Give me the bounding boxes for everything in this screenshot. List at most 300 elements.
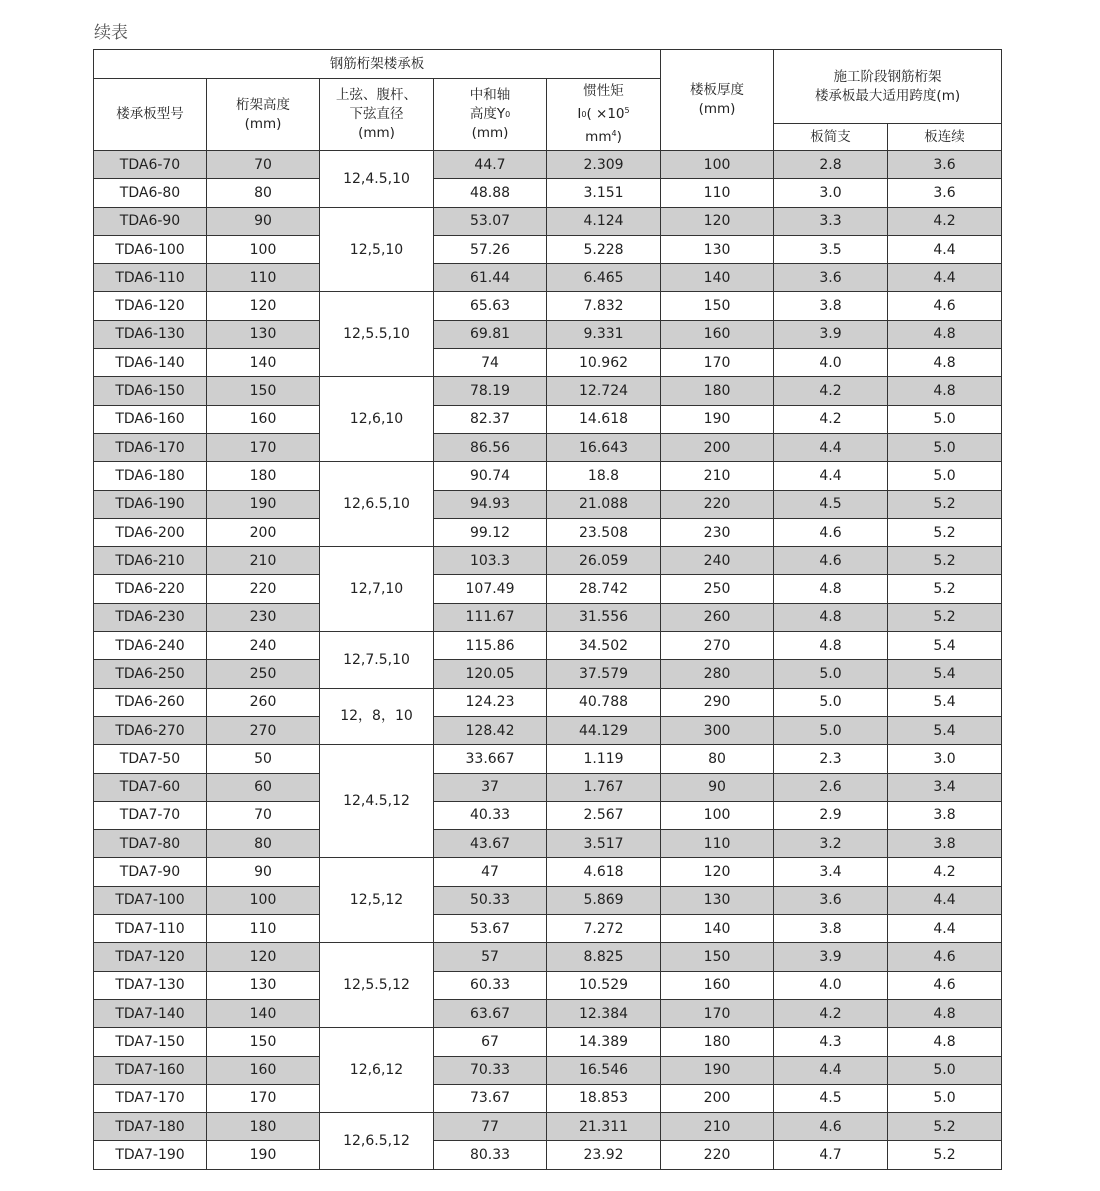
thickness-cell: 270	[661, 632, 774, 660]
thickness-cell: 170	[661, 349, 774, 377]
inertia-header	[547, 79, 661, 151]
model-cell: TDA7-110	[94, 915, 207, 943]
table-row	[94, 688, 1002, 716]
neutral-axis-line1: 中和轴	[469, 87, 511, 103]
continuous-span-cell: 4.8	[888, 999, 1002, 1027]
neutral-axis-cell: 128.42	[434, 716, 547, 744]
thickness-cell: 120	[661, 858, 774, 886]
thickness-cell: 260	[661, 603, 774, 631]
inertia-cell: 10.529	[547, 971, 661, 999]
table-row	[94, 575, 1002, 603]
simple-span-cell: 2.3	[774, 745, 888, 773]
simple-span-cell: 4.2	[774, 405, 888, 433]
inertia-cell: 6.465	[547, 264, 661, 292]
neutral-axis-cell: 44.7	[434, 151, 547, 179]
inertia-cell: 16.546	[547, 1056, 661, 1084]
truss-height-cell: 250	[207, 660, 320, 688]
inertia-cell: 21.311	[547, 1113, 661, 1141]
model-cell: TDA6-260	[94, 688, 207, 716]
table-row	[94, 830, 1002, 858]
truss-height-cell: 140	[207, 999, 320, 1027]
continuous-span-cell: 4.8	[888, 377, 1002, 405]
continuous-span-cell: 4.8	[888, 320, 1002, 348]
thickness-cell: 160	[661, 971, 774, 999]
diameter-cell: 12,6.5,10	[320, 462, 434, 547]
continuous-span-cell: 4.8	[888, 349, 1002, 377]
diameter-cell: 12,5,10	[320, 207, 434, 292]
simple-span-cell: 4.8	[774, 632, 888, 660]
neutral-axis-cell: 63.67	[434, 999, 547, 1027]
inertia-cell: 4.124	[547, 207, 661, 235]
inertia-close: )	[616, 129, 622, 145]
simple-span-cell: 5.0	[774, 716, 888, 744]
neutral-axis-cell: 57	[434, 943, 547, 971]
continuous-span-cell: 5.2	[888, 603, 1002, 631]
continuous-span-cell: 5.4	[888, 688, 1002, 716]
continuous-header: 板连续	[888, 124, 1002, 151]
inertia-unit: mm	[585, 129, 612, 145]
truss-height-unit: (mm)	[244, 115, 282, 132]
model-cell: TDA6-270	[94, 716, 207, 744]
neutral-axis-cell: 69.81	[434, 320, 547, 348]
simple-span-cell: 4.4	[774, 462, 888, 490]
table-row	[94, 207, 1002, 235]
table-row	[94, 1113, 1002, 1141]
diameter-cell: 12,6.5,12	[320, 1113, 434, 1170]
truss-height-cell: 160	[207, 1056, 320, 1084]
continuous-span-cell: 5.4	[888, 660, 1002, 688]
inertia-cell: 40.788	[547, 688, 661, 716]
inertia-unit-exponent: 4	[611, 129, 617, 138]
neutral-axis-cell: 60.33	[434, 971, 547, 999]
truss-height-cell: 200	[207, 518, 320, 546]
neutral-axis-cell: 43.67	[434, 830, 547, 858]
neutral-axis-cell: 111.67	[434, 603, 547, 631]
table-row	[94, 801, 1002, 829]
truss-height-cell: 190	[207, 490, 320, 518]
table-row	[94, 547, 1002, 575]
thickness-cell: 130	[661, 886, 774, 914]
thickness-cell: 250	[661, 575, 774, 603]
neutral-axis-cell: 74	[434, 349, 547, 377]
neutral-axis-cell: 103.3	[434, 547, 547, 575]
inertia-cell: 23.508	[547, 518, 661, 546]
truss-height-cell: 130	[207, 971, 320, 999]
inertia-cell: 8.825	[547, 943, 661, 971]
continuous-span-cell: 5.2	[888, 518, 1002, 546]
truss-height-cell: 180	[207, 462, 320, 490]
continuous-span-cell: 4.4	[888, 915, 1002, 943]
model-cell: TDA6-210	[94, 547, 207, 575]
continuous-span-cell: 5.0	[888, 1084, 1002, 1112]
inertia-cell: 7.272	[547, 915, 661, 943]
continuous-span-cell: 4.4	[888, 235, 1002, 263]
table-row	[94, 405, 1002, 433]
table-row	[94, 745, 1002, 773]
simple-span-cell: 3.6	[774, 886, 888, 914]
neutral-axis-cell: 115.86	[434, 632, 547, 660]
model-cell: TDA6-170	[94, 433, 207, 461]
truss-height-cell: 170	[207, 1084, 320, 1112]
truss-height-cell: 100	[207, 886, 320, 914]
inertia-cell: 21.088	[547, 490, 661, 518]
simple-span-cell: 3.3	[774, 207, 888, 235]
inertia-cell: 5.869	[547, 886, 661, 914]
truss-height-cell: 160	[207, 405, 320, 433]
simple-span-cell: 3.5	[774, 235, 888, 263]
continuous-span-cell: 4.6	[888, 943, 1002, 971]
table-body	[94, 151, 1002, 1170]
model-cell: TDA6-250	[94, 660, 207, 688]
truss-height-cell: 260	[207, 688, 320, 716]
inertia-cell: 14.389	[547, 1028, 661, 1056]
table-row	[94, 264, 1002, 292]
truss-height-cell: 50	[207, 745, 320, 773]
simple-span-cell: 3.6	[774, 264, 888, 292]
model-cell: TDA6-100	[94, 235, 207, 263]
table-row	[94, 716, 1002, 744]
continuous-span-cell: 4.2	[888, 858, 1002, 886]
model-cell: TDA7-170	[94, 1084, 207, 1112]
truss-height-cell: 60	[207, 773, 320, 801]
model-cell: TDA6-110	[94, 264, 207, 292]
simple-span-cell: 2.9	[774, 801, 888, 829]
table-row	[94, 320, 1002, 348]
table-row	[94, 377, 1002, 405]
neutral-axis-cell: 107.49	[434, 575, 547, 603]
simple-span-cell: 4.7	[774, 1141, 888, 1169]
thickness-cell: 220	[661, 490, 774, 518]
inertia-cell: 3.151	[547, 179, 661, 207]
model-cell: TDA7-70	[94, 801, 207, 829]
truss-height-cell: 120	[207, 292, 320, 320]
model-cell: TDA6-180	[94, 462, 207, 490]
simple-span-cell: 2.6	[774, 773, 888, 801]
thickness-unit: (mm)	[698, 101, 736, 117]
continuous-span-cell: 4.4	[888, 264, 1002, 292]
thickness-cell: 100	[661, 801, 774, 829]
truss-height-header	[207, 79, 320, 151]
truss-height-cell: 270	[207, 716, 320, 744]
continuous-span-cell: 3.8	[888, 830, 1002, 858]
inertia-exponent: 5	[624, 106, 630, 115]
simple-span-cell: 4.4	[774, 433, 888, 461]
inertia-line2	[547, 101, 660, 124]
simple-span-cell: 3.9	[774, 943, 888, 971]
truss-height-cell: 150	[207, 1028, 320, 1056]
model-header: 楼承板型号	[94, 79, 207, 151]
simple-span-cell: 5.0	[774, 688, 888, 716]
neutral-axis-cell: 50.33	[434, 886, 547, 914]
table-row	[94, 462, 1002, 490]
inertia-cell: 44.129	[547, 716, 661, 744]
model-cell: TDA7-100	[94, 886, 207, 914]
truss-height-cell: 190	[207, 1141, 320, 1169]
neutral-axis-cell: 70.33	[434, 1056, 547, 1084]
neutral-axis-cell: 86.56	[434, 433, 547, 461]
thickness-cell: 280	[661, 660, 774, 688]
simple-span-cell: 4.2	[774, 999, 888, 1027]
simple-span-cell: 3.0	[774, 179, 888, 207]
simple-span-cell: 4.5	[774, 1084, 888, 1112]
continuous-span-cell: 5.2	[888, 575, 1002, 603]
model-cell: TDA6-150	[94, 377, 207, 405]
diameter-cell: 12,4.5,12	[320, 745, 434, 858]
table-row	[94, 915, 1002, 943]
thickness-cell: 140	[661, 915, 774, 943]
thickness-label: 楼板厚度	[690, 82, 745, 98]
truss-height-cell: 120	[207, 943, 320, 971]
inertia-line1: 惯性矩	[583, 83, 624, 99]
table-row	[94, 1028, 1002, 1056]
model-cell: TDA6-230	[94, 603, 207, 631]
thickness-cell: 150	[661, 943, 774, 971]
table-row	[94, 999, 1002, 1027]
neutral-axis-unit: (mm)	[471, 125, 509, 141]
truss-height-cell: 110	[207, 264, 320, 292]
continuous-span-cell: 4.8	[888, 1028, 1002, 1056]
diameter-line2: 下弦直径	[349, 106, 404, 122]
span-header	[774, 50, 1002, 124]
simple-span-cell: 3.4	[774, 858, 888, 886]
truss-height-cell: 70	[207, 801, 320, 829]
diameter-cell: 12,7,10	[320, 547, 434, 632]
continuous-span-cell: 3.6	[888, 179, 1002, 207]
thickness-cell: 180	[661, 377, 774, 405]
span-table	[93, 49, 1002, 1170]
inertia-cell: 14.618	[547, 405, 661, 433]
table-row	[94, 433, 1002, 461]
simple-span-cell: 4.2	[774, 377, 888, 405]
model-cell: TDA7-140	[94, 999, 207, 1027]
continuous-span-cell: 4.2	[888, 207, 1002, 235]
model-cell: TDA7-120	[94, 943, 207, 971]
neutral-axis-cell: 90.74	[434, 462, 547, 490]
diameter-line1: 上弦、腹杆、	[336, 87, 417, 103]
inertia-cell: 5.228	[547, 235, 661, 263]
continuous-span-cell: 5.2	[888, 1113, 1002, 1141]
thickness-cell: 110	[661, 830, 774, 858]
continuous-span-cell: 5.0	[888, 462, 1002, 490]
neutral-axis-cell: 80.33	[434, 1141, 547, 1169]
thickness-cell: 80	[661, 745, 774, 773]
thickness-cell: 130	[661, 235, 774, 263]
inertia-cell: 2.309	[547, 151, 661, 179]
inertia-symbol: I	[577, 106, 582, 122]
truss-height-cell: 140	[207, 349, 320, 377]
model-cell: TDA7-150	[94, 1028, 207, 1056]
model-cell: TDA7-80	[94, 830, 207, 858]
truss-height-cell: 90	[207, 207, 320, 235]
inertia-cell: 7.832	[547, 292, 661, 320]
truss-group-header: 钢筋桁架楼承板	[94, 50, 661, 79]
table-row	[94, 1141, 1002, 1169]
thickness-cell: 240	[661, 547, 774, 575]
neutral-axis-cell: 47	[434, 858, 547, 886]
table-row	[94, 660, 1002, 688]
simple-span-cell: 4.0	[774, 971, 888, 999]
inertia-cell: 23.92	[547, 1141, 661, 1169]
inertia-cell: 34.502	[547, 632, 661, 660]
continuous-span-cell: 5.2	[888, 490, 1002, 518]
thickness-cell: 300	[661, 716, 774, 744]
simple-span-cell: 4.6	[774, 518, 888, 546]
neutral-axis-cell: 99.12	[434, 518, 547, 546]
thickness-cell: 210	[661, 462, 774, 490]
thickness-cell: 190	[661, 1056, 774, 1084]
neutral-axis-line2	[434, 105, 546, 124]
model-cell: TDA6-160	[94, 405, 207, 433]
simple-span-cell: 4.6	[774, 1113, 888, 1141]
table-row	[94, 292, 1002, 320]
table-row	[94, 886, 1002, 914]
continuous-span-cell: 5.2	[888, 547, 1002, 575]
table-row	[94, 518, 1002, 546]
continuous-span-cell: 4.6	[888, 292, 1002, 320]
neutral-axis-symbol: 高度Y	[469, 106, 506, 122]
model-cell: TDA6-70	[94, 151, 207, 179]
table-row	[94, 858, 1002, 886]
model-cell: TDA7-160	[94, 1056, 207, 1084]
thickness-header	[661, 50, 774, 151]
table-row	[94, 349, 1002, 377]
thickness-cell: 110	[661, 179, 774, 207]
diameter-cell: 12,5.5,10	[320, 292, 434, 377]
truss-height-cell: 180	[207, 1113, 320, 1141]
model-cell: TDA6-200	[94, 518, 207, 546]
thickness-cell: 180	[661, 1028, 774, 1056]
continuous-span-cell: 3.0	[888, 745, 1002, 773]
neutral-axis-cell: 73.67	[434, 1084, 547, 1112]
thickness-cell: 170	[661, 999, 774, 1027]
diameter-unit: (mm)	[358, 125, 395, 141]
diameter-cell: 12,6,10	[320, 377, 434, 462]
thickness-cell: 200	[661, 1084, 774, 1112]
inertia-cell: 1.119	[547, 745, 661, 773]
continuous-span-cell: 5.2	[888, 1141, 1002, 1169]
diameter-cell: 12,6,12	[320, 1028, 434, 1113]
truss-height-cell: 90	[207, 858, 320, 886]
table-header	[94, 50, 1002, 151]
truss-height-cell: 70	[207, 151, 320, 179]
thickness-cell: 210	[661, 1113, 774, 1141]
inertia-cell: 26.059	[547, 547, 661, 575]
simple-span-cell: 4.4	[774, 1056, 888, 1084]
inertia-cell: 2.567	[547, 801, 661, 829]
thickness-cell: 90	[661, 773, 774, 801]
inertia-cell: 16.643	[547, 433, 661, 461]
diameter-cell: 12，8，10	[320, 688, 434, 745]
diameter-cell: 12,7.5,10	[320, 632, 434, 689]
simple-span-cell: 5.0	[774, 660, 888, 688]
continuous-span-cell: 3.8	[888, 801, 1002, 829]
simple-span-cell: 4.0	[774, 349, 888, 377]
inertia-factor: ( ×10	[586, 106, 625, 122]
truss-height-cell: 130	[207, 320, 320, 348]
model-cell: TDA6-120	[94, 292, 207, 320]
thickness-cell: 220	[661, 1141, 774, 1169]
continuous-span-cell: 5.4	[888, 632, 1002, 660]
inertia-cell: 4.618	[547, 858, 661, 886]
diameter-cell: 12,5.5,12	[320, 943, 434, 1028]
simple-span-cell: 3.8	[774, 915, 888, 943]
thickness-cell: 230	[661, 518, 774, 546]
thickness-cell: 100	[661, 151, 774, 179]
model-cell: TDA6-220	[94, 575, 207, 603]
neutral-axis-cell: 94.93	[434, 490, 547, 518]
simple-span-cell: 3.8	[774, 292, 888, 320]
model-cell: TDA7-50	[94, 745, 207, 773]
continuous-span-cell: 5.0	[888, 433, 1002, 461]
neutral-axis-cell: 53.07	[434, 207, 547, 235]
truss-height-label: 桁架高度	[236, 96, 290, 113]
thickness-cell: 160	[661, 320, 774, 348]
continuous-span-cell: 5.4	[888, 716, 1002, 744]
neutral-axis-cell: 77	[434, 1113, 547, 1141]
inertia-cell: 9.331	[547, 320, 661, 348]
simple-span-cell: 3.2	[774, 830, 888, 858]
page-title: 续表	[94, 23, 128, 43]
simple-support-header: 板简支	[774, 124, 888, 151]
continuous-span-cell: 4.6	[888, 971, 1002, 999]
truss-height-cell: 230	[207, 603, 320, 631]
table-row	[94, 490, 1002, 518]
inertia-cell: 31.556	[547, 603, 661, 631]
thickness-cell: 190	[661, 405, 774, 433]
table-row	[94, 179, 1002, 207]
inertia-cell: 10.962	[547, 349, 661, 377]
simple-span-cell: 3.9	[774, 320, 888, 348]
neutral-axis-cell: 57.26	[434, 235, 547, 263]
diameter-cell: 12,5,12	[320, 858, 434, 943]
truss-height-cell: 210	[207, 547, 320, 575]
simple-span-cell: 4.8	[774, 575, 888, 603]
thickness-cell: 140	[661, 264, 774, 292]
thickness-cell: 120	[661, 207, 774, 235]
model-cell: TDA7-180	[94, 1113, 207, 1141]
neutral-axis-cell: 67	[434, 1028, 547, 1056]
diameter-header	[320, 79, 434, 151]
table-row	[94, 632, 1002, 660]
simple-span-cell: 2.8	[774, 151, 888, 179]
continuous-span-cell: 4.4	[888, 886, 1002, 914]
model-cell: TDA7-60	[94, 773, 207, 801]
neutral-axis-cell: 124.23	[434, 688, 547, 716]
neutral-axis-cell: 82.37	[434, 405, 547, 433]
inertia-cell: 28.742	[547, 575, 661, 603]
table-row	[94, 235, 1002, 263]
neutral-axis-cell: 65.63	[434, 292, 547, 320]
simple-span-cell: 4.3	[774, 1028, 888, 1056]
neutral-axis-cell: 78.19	[434, 377, 547, 405]
continuous-span-cell: 3.4	[888, 773, 1002, 801]
neutral-axis-cell: 53.67	[434, 915, 547, 943]
truss-height-cell: 150	[207, 377, 320, 405]
inertia-subscript: 0	[581, 110, 587, 119]
model-cell: TDA6-80	[94, 179, 207, 207]
truss-height-cell: 110	[207, 915, 320, 943]
model-cell: TDA6-240	[94, 632, 207, 660]
model-cell: TDA6-190	[94, 490, 207, 518]
table-row	[94, 971, 1002, 999]
neutral-axis-cell: 37	[434, 773, 547, 801]
continuous-span-cell: 5.0	[888, 405, 1002, 433]
continuous-span-cell: 5.0	[888, 1056, 1002, 1084]
continuous-span-cell: 3.6	[888, 151, 1002, 179]
thickness-cell: 150	[661, 292, 774, 320]
table-row	[94, 773, 1002, 801]
simple-span-cell: 4.5	[774, 490, 888, 518]
